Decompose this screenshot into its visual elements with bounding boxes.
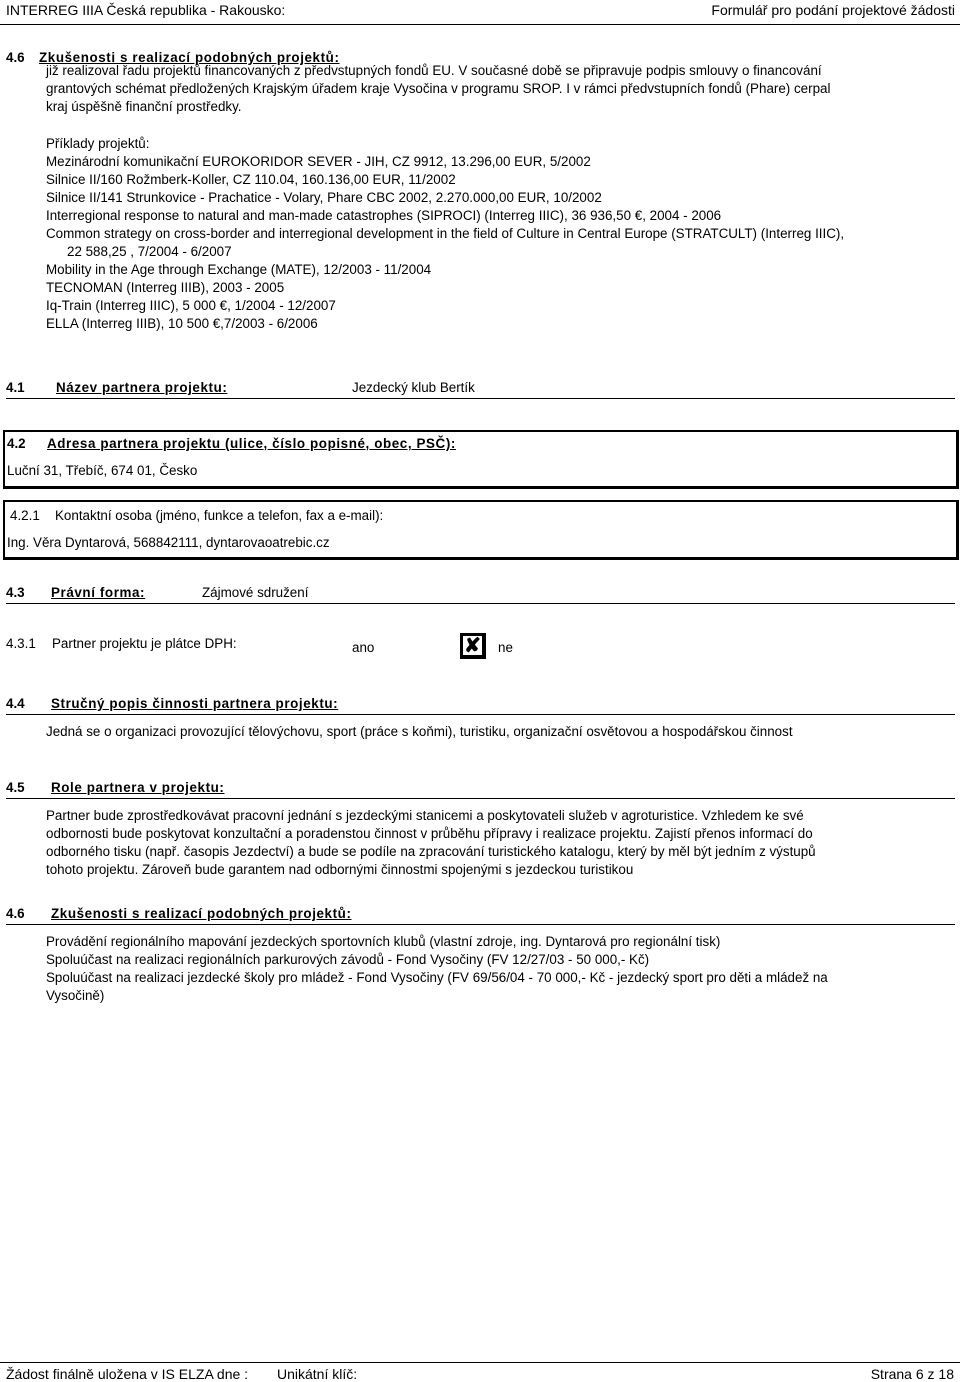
experience-line-2: Spoluúčast na realizaci regionálních parkurových závodů - Fond Vysočiny (FV 12/27/03 - 50 000,- Kč) [46, 952, 650, 967]
example-item: Mobility in the Age through Exchange (MATE), 12/2003 - 11/2004 [46, 262, 432, 277]
legal-form-value: Zájmové sdružení [202, 585, 309, 600]
section-4-6-rule [6, 924, 955, 925]
example-item: 22 588,25 , 7/2004 - 6/2007 [67, 244, 232, 259]
section-4-1-title: Název partnera projektu: [56, 380, 228, 395]
partner-address-value: Luční 31, Třebíč, 674 01, Česko [7, 463, 198, 478]
section-4-4-title: Stručný popis činnosti partnera projektu: [51, 696, 339, 711]
section-4-4-number: 4.4 [6, 696, 25, 711]
section-4-3-rule [6, 603, 955, 604]
role-line-1: Partner bude zprostředkovávat pracovní jednání s jezdeckými stanicemi a poskytovateli služeb v agroturistice. Vzhledem ke své [46, 808, 804, 823]
section-4-4-rule [6, 714, 955, 715]
example-item: Common strategy on cross-border and interregional development in the field of Culture in Central Europe (STRATCULT) (Interreg IIIC), [46, 226, 845, 241]
role-line-3: odborného tisku (např. časopis Jezdectví) a bude se podíle na zpracování turistického katalogu, který by měl být jedním z výstupů [46, 844, 816, 859]
role-line-2: odbornosti bude poskytovat konzultační a poradenstou činnost v průběhu přípravy i realizace projektu. Zajistí přenos informací do [46, 826, 813, 841]
check-x-icon: ✘ [464, 635, 481, 657]
example-item: Mezinárodní komunikační EUROKORIDOR SEVER - JIH, CZ 9912, 13.296,00 EUR, 5/2002 [46, 154, 591, 169]
section-4-6-title: Zkušenosti s realizací podobných projektů: [51, 906, 352, 921]
partner-name-value: Jezdecký klub Bertík [352, 380, 475, 395]
section-4-6-number: 4.6 [6, 906, 25, 921]
section-4-1-number: 4.1 [6, 380, 25, 395]
experience-line-1: Provádění regionálního mapování jezdeckých sportovních klubů (vlastní zdroje, ing. Dyntarová pro regionální tisk) [46, 934, 721, 949]
example-item: Silnice II/160 Rožmberk-Koller, CZ 110.04, 160.136,00 EUR, 11/2002 [46, 172, 456, 187]
prev-section-title: Zkušenosti s realizací podobných projektů: [39, 50, 340, 65]
experience-line-4: Vysočině) [46, 988, 105, 1003]
experience-line-3: Spoluúčast na realizaci jezdecké školy pro mládež - Fond Vysočiny (FV 69/56/04 - 70 000,- Kč - jezdecký sport pro děti a mládež na [46, 970, 828, 985]
section-4-3-number: 4.3 [6, 585, 25, 600]
vat-no-label: ne [498, 640, 513, 655]
header-left: INTERREG IIIA Česká republika - Rakousko: [6, 2, 286, 18]
contact-value: Ing. Věra Dyntarová, 568842111, dyntarovaoatrebic.cz [7, 535, 330, 550]
footer-unique-key: Unikátní klíč: [277, 1366, 358, 1382]
section-4-1-rule [6, 398, 955, 399]
section-4-3-title: Právní forma: [51, 585, 146, 600]
footer-page-number: Strana 6 z 18 [870, 1366, 954, 1382]
section-4-2-title: Adresa partnera projektu (ulice, číslo popisné, obec, PSČ): [47, 436, 456, 451]
footer-rule [0, 1362, 960, 1363]
section-4-5-number: 4.5 [6, 780, 25, 795]
prev-line-2: grantových schémat předložených Krajským úřadem kraje Vysočina v programu SROP. I v rámci předvstupních fondů (Phare) cerpal [46, 81, 831, 96]
example-item: TECNOMAN (Interreg IIIB), 2003 - 2005 [46, 280, 285, 295]
prev-line-1: již realizoval řadu projektů financovaných z předvstupných fondů EU. V současné době se připravuje podpis smlouvy o financování [46, 63, 822, 78]
contact-label: Kontaktní osoba (jméno, funkce a telefon, fax a e-mail): [55, 508, 384, 523]
prev-line-3: kraj úspěšně finanční prostředky. [46, 99, 242, 114]
vat-payer-label: Partner projektu je plátce DPH: [52, 636, 237, 651]
section-4-2-1-number: 4.2.1 [10, 508, 40, 523]
vat-yes-label: ano [352, 640, 375, 655]
vat-checkbox[interactable] [460, 633, 486, 659]
section-4-2-number: 4.2 [7, 436, 26, 451]
header-right: Formulář pro podání projektové žádosti [711, 2, 955, 18]
example-item: Interregional response to natural and man-made catastrophes (SIPROCI) (Interreg IIIC), 36 936,50 €, 2004 - 2006 [46, 208, 722, 223]
section-4-5-rule [6, 798, 955, 799]
example-item: Silnice II/141 Strunkovice - Prachatice - Volary, Phare CBC 2002, 2.270.000,00 EUR, 10/2002 [46, 190, 602, 205]
header-rule [0, 24, 960, 25]
footer-left: Žádost finálně uložena v IS ELZA dne : [6, 1366, 249, 1382]
prev-section-number: 4.6 [6, 50, 25, 65]
example-item: Iq-Train (Interreg IIIC), 5 000 €, 1/2004 - 12/2007 [46, 298, 336, 313]
section-4-5-title: Role partnera v projektu: [51, 780, 225, 795]
section-4-3-1-number: 4.3.1 [6, 636, 36, 651]
activity-description: Jedná se o organizaci provozující tělovýchovu, sport (práce s koňmi), turistiku, organizační osvětovou a hospodářskou činnost [46, 724, 793, 739]
examples-label: Příklady projektů: [46, 136, 150, 151]
role-line-4: tohoto projektu. Zároveň bude garantem nad odbornými činnostmi spojenými s jezdeckou turistikou [46, 862, 634, 877]
example-item: ELLA (Interreg IIIB), 10 500 €,7/2003 - 6/2006 [46, 316, 318, 331]
